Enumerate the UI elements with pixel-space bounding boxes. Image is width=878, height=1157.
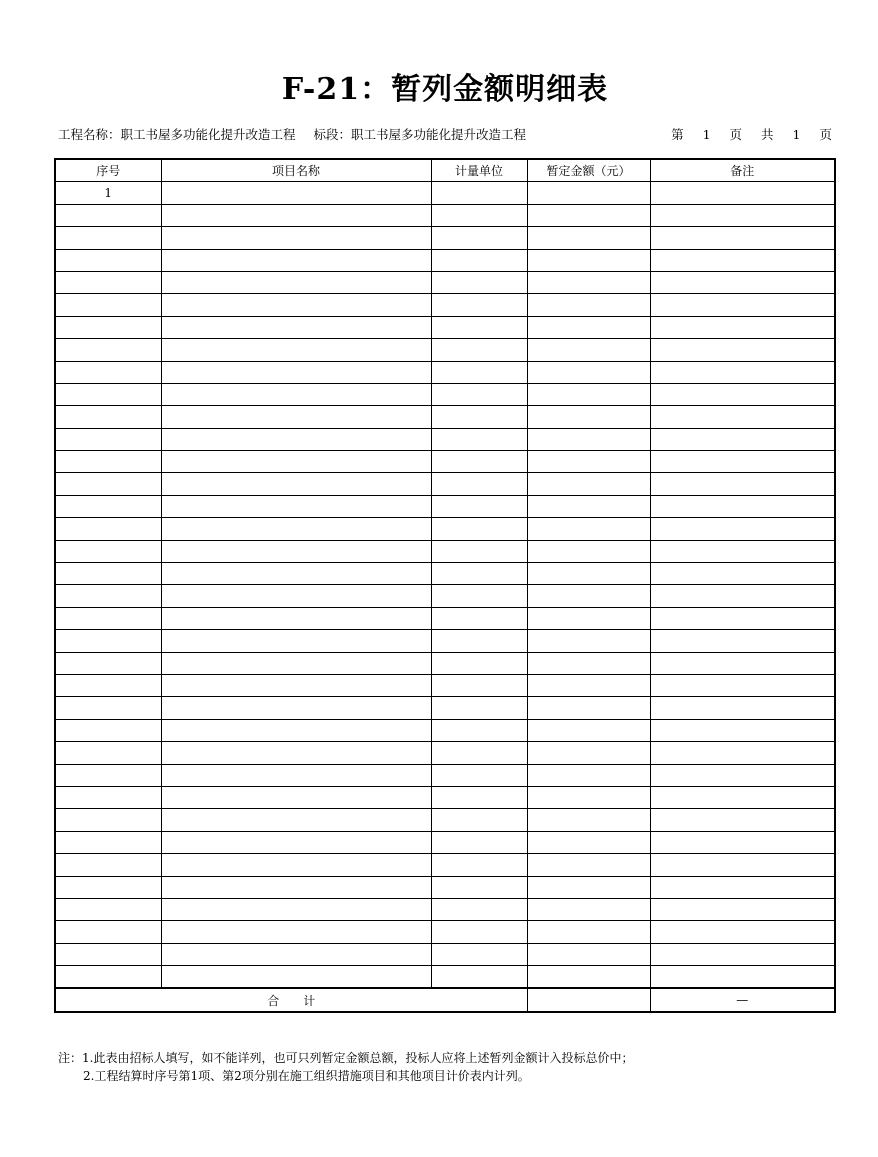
table-row: [55, 495, 835, 517]
note-2: 2.工程结算时序号第1项、第2项分别在施工组织措施项目和其他项目计价表内计列。: [83, 1069, 530, 1083]
cell-remark: [650, 898, 835, 920]
cell-unit: [431, 294, 527, 316]
provisional-sum-table: [54, 158, 836, 1013]
cell-amount: [527, 540, 650, 562]
cell-amount: [527, 518, 650, 540]
cell-unit: [431, 674, 527, 696]
table-row: [55, 451, 835, 473]
cell-unit: [431, 921, 527, 943]
cell-remark: [650, 831, 835, 853]
cell-unit: [431, 652, 527, 674]
page-prefix: 第: [671, 127, 684, 142]
cell-unit: [431, 876, 527, 898]
cell-amount: [527, 831, 650, 853]
cell-unit: [431, 339, 527, 361]
cell-index: [55, 563, 161, 585]
cell-unit: [431, 518, 527, 540]
cell-index: [55, 249, 161, 271]
cell-item-name: [161, 249, 431, 271]
cell-amount: [527, 495, 650, 517]
table-row: [55, 406, 835, 428]
cell-remark: [650, 697, 835, 719]
cell-item-name: [161, 854, 431, 876]
cell-index: [55, 697, 161, 719]
cell-index: [55, 966, 161, 989]
cell-index: [55, 898, 161, 920]
cell-amount: [527, 383, 650, 405]
cell-remark: [650, 495, 835, 517]
table-header-row: [55, 159, 835, 182]
cell-remark: [650, 518, 835, 540]
cell-amount: [527, 719, 650, 741]
cell-index: [55, 831, 161, 853]
table-row: [55, 361, 835, 383]
cell-index: [55, 428, 161, 450]
cell-unit: [431, 495, 527, 517]
cell-remark: [650, 943, 835, 965]
cell-item-name: [161, 966, 431, 989]
cell-amount: [527, 876, 650, 898]
cell-index: [55, 451, 161, 473]
cell-index: [55, 674, 161, 696]
cell-item-name: [161, 898, 431, 920]
cell-index: [55, 876, 161, 898]
page-title: F-21：暂列金额明细表: [281, 72, 609, 107]
cell-index: [55, 316, 161, 338]
cell-item-name: [161, 339, 431, 361]
cell-unit: [431, 271, 527, 293]
total-remark: —: [650, 988, 835, 1011]
cell-item-name: [161, 428, 431, 450]
cell-unit: [431, 406, 527, 428]
note-1: 注：1.此表由招标人填写，如不能详列，也可只列暂定金额总额，投标人应将上述暂列金额计入投标总价中；: [58, 1051, 634, 1065]
footnotes: [58, 1049, 633, 1085]
cell-unit: [431, 742, 527, 764]
cell-item-name: [161, 630, 431, 652]
cell-unit: [431, 585, 527, 607]
cell-amount: [527, 742, 650, 764]
table-row: [55, 764, 835, 786]
cell-item-name: [161, 585, 431, 607]
cell-amount: [527, 294, 650, 316]
cell-remark: [650, 383, 835, 405]
cell-unit: [431, 607, 527, 629]
cell-amount: [527, 227, 650, 249]
cell-index: [55, 652, 161, 674]
cell-item-name: [161, 809, 431, 831]
cell-item-name: [161, 451, 431, 473]
cell-index: [55, 540, 161, 562]
cell-remark: [650, 339, 835, 361]
cell-item-name: [161, 518, 431, 540]
cell-remark: [650, 854, 835, 876]
cell-unit: [431, 316, 527, 338]
cell-unit: [431, 719, 527, 741]
cell-unit: [431, 361, 527, 383]
table-row: [55, 227, 835, 249]
table-row: [55, 786, 835, 808]
cell-index: [55, 383, 161, 405]
cell-remark: [650, 563, 835, 585]
table-row: [55, 630, 835, 652]
table-row: [55, 876, 835, 898]
cell-index: [55, 585, 161, 607]
cell-unit: [431, 540, 527, 562]
cell-index: [55, 854, 161, 876]
cell-remark: [650, 361, 835, 383]
cell-amount: [527, 898, 650, 920]
table-row: [55, 674, 835, 696]
cell-item-name: [161, 831, 431, 853]
total-label: 合 计: [55, 988, 527, 1011]
cell-index: [55, 271, 161, 293]
table-row: [55, 652, 835, 674]
cell-item-name: [161, 204, 431, 226]
cell-remark: [650, 674, 835, 696]
table-row: [55, 585, 835, 607]
cell-remark: [650, 227, 835, 249]
cell-amount: [527, 316, 650, 338]
cell-item-name: [161, 540, 431, 562]
cell-index: [55, 809, 161, 831]
cell-item-name: [161, 674, 431, 696]
cell-amount: [527, 249, 650, 271]
table-row: [55, 831, 835, 853]
page-total: 1: [792, 127, 801, 142]
cell-index: [55, 361, 161, 383]
cell-item-name: [161, 271, 431, 293]
cell-remark: [650, 652, 835, 674]
cell-remark: [650, 271, 835, 293]
cell-amount: [527, 563, 650, 585]
cell-item-name: [161, 607, 431, 629]
cell-remark: [650, 630, 835, 652]
cell-item-name: [161, 383, 431, 405]
cell-item-name: [161, 316, 431, 338]
table-row: [55, 898, 835, 920]
table-row: [55, 249, 835, 271]
cell-unit: [431, 182, 527, 204]
cell-amount: [527, 943, 650, 965]
cell-unit: [431, 383, 527, 405]
table-row: [55, 809, 835, 831]
header-remark: 备注: [650, 159, 835, 182]
table-row: [55, 697, 835, 719]
header-index: 序号: [55, 159, 161, 182]
page-current: 1: [702, 127, 711, 142]
cell-unit: [431, 249, 527, 271]
table-row: [55, 719, 835, 741]
cell-item-name: [161, 495, 431, 517]
cell-index: [55, 630, 161, 652]
total-row: [55, 988, 835, 1011]
cell-unit: [431, 786, 527, 808]
cell-unit: [431, 966, 527, 989]
cell-remark: [650, 607, 835, 629]
page-indicator: [662, 125, 832, 143]
table-row: [55, 966, 835, 989]
cell-index: [55, 473, 161, 495]
cell-amount: [527, 361, 650, 383]
cell-amount: [527, 630, 650, 652]
cell-remark: [650, 249, 835, 271]
cell-amount: [527, 339, 650, 361]
cell-amount: [527, 182, 650, 204]
cell-index: 1: [55, 182, 161, 204]
cell-index: [55, 764, 161, 786]
cell-amount: [527, 451, 650, 473]
cell-index: [55, 719, 161, 741]
header-item-name: 项目名称: [161, 159, 431, 182]
cell-unit: [431, 563, 527, 585]
page-mid1: 页: [729, 127, 743, 142]
table-row: [55, 316, 835, 338]
table-row: [55, 921, 835, 943]
cell-amount: [527, 854, 650, 876]
page-suffix: 页: [819, 127, 832, 142]
cell-item-name: [161, 294, 431, 316]
cell-remark: [650, 742, 835, 764]
cell-index: [55, 204, 161, 226]
cell-remark: [650, 451, 835, 473]
cell-item-name: [161, 227, 431, 249]
cell-remark: [650, 182, 835, 204]
cell-item-name: [161, 786, 431, 808]
project-name: 工程名称：职工书屋多功能化提升改造工程: [58, 127, 296, 142]
table-row: [55, 383, 835, 405]
table-row: [55, 540, 835, 562]
section-name: 标段：职工书屋多功能化提升改造工程: [313, 127, 527, 142]
cell-index: [55, 607, 161, 629]
cell-item-name: [161, 652, 431, 674]
cell-item-name: [161, 406, 431, 428]
cell-index: [55, 518, 161, 540]
table-row: [55, 742, 835, 764]
cell-unit: [431, 473, 527, 495]
cell-item-name: [161, 182, 431, 204]
cell-unit: [431, 809, 527, 831]
cell-amount: [527, 674, 650, 696]
cell-unit: [431, 428, 527, 450]
cell-item-name: [161, 764, 431, 786]
cell-remark: [650, 540, 835, 562]
cell-index: [55, 786, 161, 808]
cell-unit: [431, 764, 527, 786]
cell-item-name: [161, 921, 431, 943]
cell-remark: [650, 294, 835, 316]
cell-amount: [527, 697, 650, 719]
cell-item-name: [161, 361, 431, 383]
cell-item-name: [161, 719, 431, 741]
cell-item-name: [161, 697, 431, 719]
table-row: [55, 518, 835, 540]
cell-unit: [431, 898, 527, 920]
cell-item-name: [161, 563, 431, 585]
cell-remark: [650, 719, 835, 741]
page-mid2: 共: [761, 127, 774, 142]
cell-amount: [527, 607, 650, 629]
cell-unit: [431, 831, 527, 853]
cell-remark: [650, 876, 835, 898]
table-row: [55, 182, 835, 204]
cell-amount: [527, 204, 650, 226]
cell-unit: [431, 204, 527, 226]
cell-index: [55, 339, 161, 361]
cell-remark: [650, 809, 835, 831]
cell-remark: [650, 966, 835, 989]
table-row: [55, 473, 835, 495]
cell-amount: [527, 786, 650, 808]
cell-remark: [650, 406, 835, 428]
header-unit: 计量单位: [431, 159, 527, 182]
table-row: [55, 204, 835, 226]
cell-item-name: [161, 876, 431, 898]
cell-index: [55, 921, 161, 943]
cell-remark: [650, 921, 835, 943]
table-row: [55, 607, 835, 629]
cell-unit: [431, 630, 527, 652]
cell-remark: [650, 473, 835, 495]
cell-remark: [650, 585, 835, 607]
table-row: [55, 943, 835, 965]
cell-amount: [527, 473, 650, 495]
cell-amount: [527, 809, 650, 831]
cell-index: [55, 742, 161, 764]
cell-unit: [431, 451, 527, 473]
table-row: [55, 428, 835, 450]
header-amount: 暂定金额（元）: [527, 159, 650, 182]
table-row: [55, 339, 835, 361]
cell-remark: [650, 204, 835, 226]
cell-amount: [527, 271, 650, 293]
cell-item-name: [161, 943, 431, 965]
cell-amount: [527, 428, 650, 450]
cell-index: [55, 406, 161, 428]
cell-unit: [431, 697, 527, 719]
cell-amount: [527, 406, 650, 428]
cell-amount: [527, 764, 650, 786]
cell-item-name: [161, 742, 431, 764]
cell-amount: [527, 585, 650, 607]
cell-item-name: [161, 473, 431, 495]
total-amount: [527, 988, 650, 1011]
cell-index: [55, 495, 161, 517]
cell-amount: [527, 966, 650, 989]
table-row: [55, 563, 835, 585]
cell-remark: [650, 786, 835, 808]
cell-unit: [431, 943, 527, 965]
cell-index: [55, 227, 161, 249]
table-row: [55, 294, 835, 316]
cell-amount: [527, 652, 650, 674]
cell-remark: [650, 764, 835, 786]
table-row: [55, 854, 835, 876]
cell-remark: [650, 316, 835, 338]
table-row: [55, 271, 835, 293]
cell-remark: [650, 428, 835, 450]
cell-unit: [431, 854, 527, 876]
cell-index: [55, 294, 161, 316]
cell-unit: [431, 227, 527, 249]
cell-amount: [527, 921, 650, 943]
project-info: [58, 125, 526, 143]
cell-index: [55, 943, 161, 965]
